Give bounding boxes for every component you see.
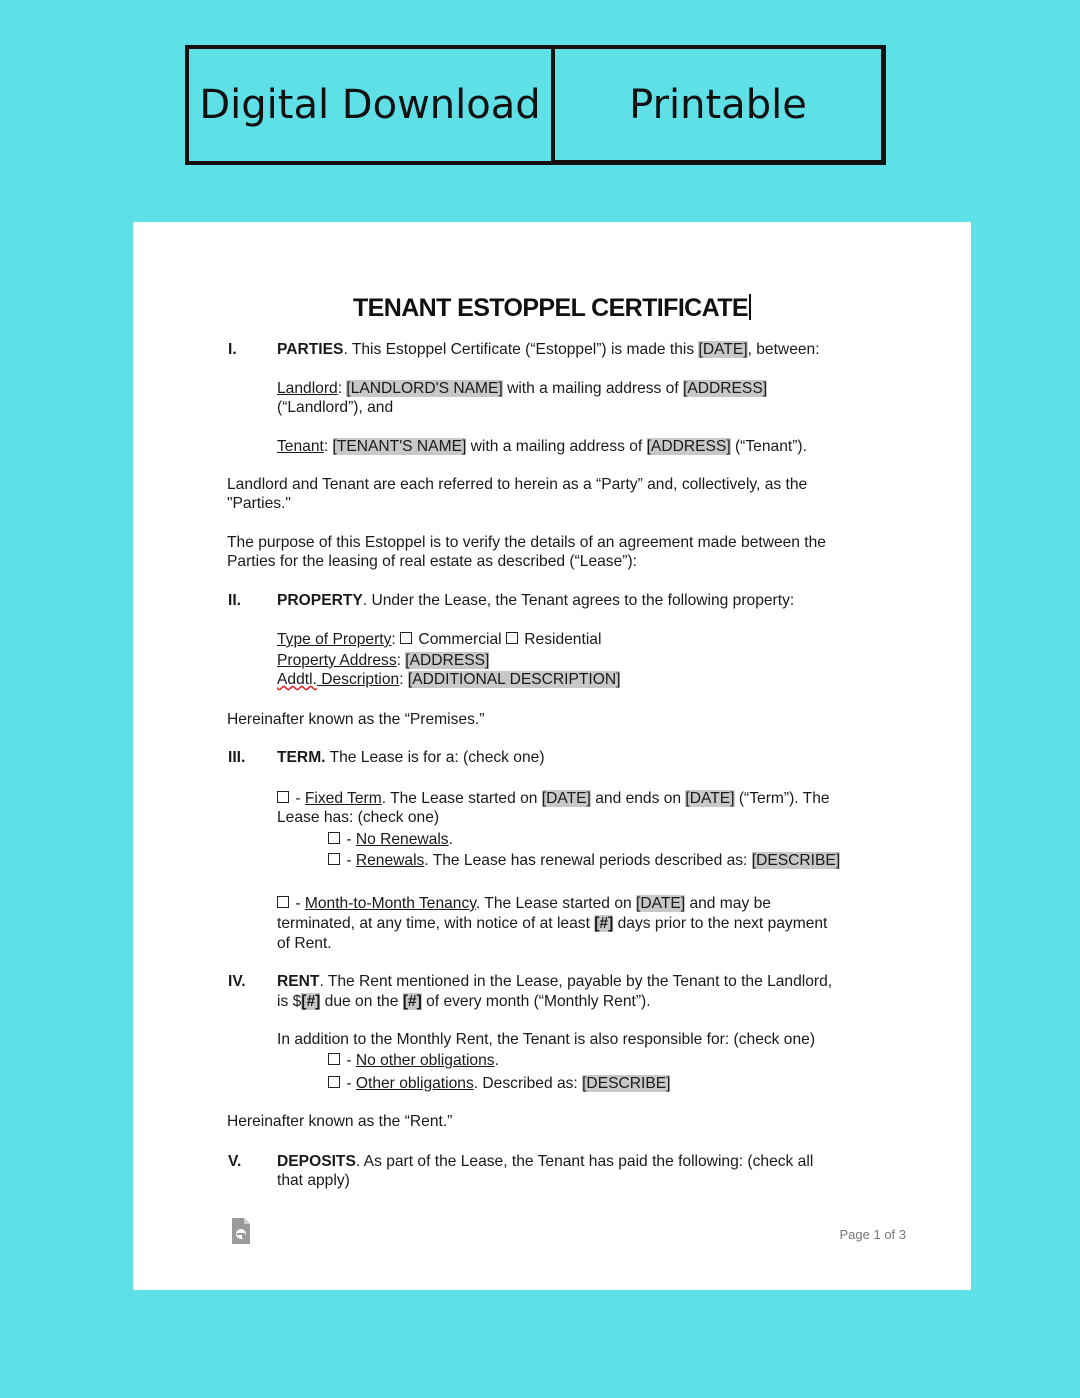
parties-paragraph-line-1: Landlord and Tenant are each referred to herein as a “Party” and, collectively, as the: [227, 476, 808, 493]
document-logo-icon: [231, 1217, 251, 1245]
renewals-option: - Renewals. The Lease has renewal periods described as: [DESCRIBE]: [328, 851, 840, 870]
checkbox-no-renewals[interactable]: [328, 832, 340, 844]
checkbox-other-obligations[interactable]: [328, 1076, 340, 1088]
section-property: PROPERTY. Under the Lease, the Tenant agrees to the following property:: [277, 592, 795, 609]
printable-label: Printable: [551, 45, 886, 165]
document-title-text: TENANT ESTOPPEL CERTIFICATE: [353, 294, 748, 322]
placeholder-landlord-name: [LANDLORD'S NAME]: [346, 380, 503, 397]
page-number: Page 1 of 3: [839, 1227, 906, 1242]
property-address-line: Property Address: [ADDRESS]: [277, 652, 490, 669]
document-title[interactable]: [133, 294, 971, 323]
checkbox-renewals[interactable]: [328, 853, 340, 865]
section-term: TERM. The Lease is for a: (check one): [277, 749, 545, 766]
checkbox-residential[interactable]: [506, 632, 518, 644]
checkbox-month-to-month[interactable]: [277, 896, 289, 908]
month-to-month-line-2: terminated, at any time, with notice of at least [#] days prior to the next payment: [277, 915, 828, 932]
landlord-line: Landlord: [LANDLORD'S NAME] with a mailing address of [ADDRESS]: [277, 380, 768, 397]
checkbox-commercial[interactable]: [400, 632, 412, 644]
rent-extra-intro: In addition to the Monthly Rent, the Tenant is also responsible for: (check one): [277, 1031, 816, 1048]
placeholder-tenant-address: [ADDRESS]: [646, 438, 731, 455]
rent-known-line: Hereinafter known as the “Rent.”: [227, 1113, 453, 1130]
text-cursor: [749, 294, 751, 320]
placeholder-obligations-describe: [DESCRIBE]: [582, 1075, 671, 1092]
other-obligations-option: - Other obligations. Described as: [DESCRIBE]: [328, 1074, 670, 1093]
checkbox-no-other-obligations[interactable]: [328, 1053, 340, 1065]
section-deposits-line-2: that apply): [277, 1172, 350, 1189]
checkbox-fixed-term[interactable]: [277, 791, 289, 803]
section-number-4: IV.: [228, 973, 246, 990]
property-type-line: Type of Property: Commercial Residential: [277, 631, 602, 648]
section-number-3: III.: [228, 749, 246, 766]
no-renewals-option: - No Renewals.: [328, 830, 453, 849]
section-number-5: V.: [228, 1153, 242, 1170]
section-number-2: II.: [228, 592, 241, 609]
section-deposits: DEPOSITS. As part of the Lease, the Tenant has paid the following: (check all: [277, 1153, 814, 1170]
placeholder-additional-description: [ADDITIONAL DESCRIPTION]: [407, 671, 621, 688]
landlord-line-2: (“Landlord”), and: [277, 399, 394, 416]
digital-download-label: Digital Download: [185, 45, 555, 165]
parties-paragraph-line-2: "Parties.": [227, 495, 291, 512]
fixed-term-line: - Fixed Term. The Lease started on [DATE] and ends on [DATE] (“Term”). The: [277, 789, 830, 808]
banner: [185, 45, 885, 170]
placeholder-date: [DATE]: [698, 341, 748, 358]
placeholder-end-date: [DATE]: [685, 790, 735, 807]
property-description-line: Addtl. Description: [ADDITIONAL DESCRIPTION]: [277, 671, 621, 688]
fixed-term-line-2: Lease has: (check one): [277, 809, 440, 826]
placeholder-property-address: [ADDRESS]: [405, 652, 490, 669]
placeholder-notice-days: [#]: [594, 915, 614, 932]
section-rent-line-2: is $[#] due on the [#] of every month (“Monthly Rent”).: [277, 993, 651, 1010]
section-parties: PARTIES. This Estoppel Certificate (“Estoppel”) is made this [DATE], between:: [277, 341, 820, 358]
purpose-paragraph-line-1: The purpose of this Estoppel is to verify the details of an agreement made between the: [227, 534, 826, 551]
month-to-month-line: - Month-to-Month Tenancy. The Lease started on [DATE] and may be: [277, 894, 771, 913]
placeholder-renewals-describe: [DESCRIBE]: [751, 852, 841, 869]
section-number-1: I.: [228, 341, 237, 358]
placeholder-landlord-address: [ADDRESS]: [683, 380, 768, 397]
no-other-obligations-option: - No other obligations.: [328, 1051, 499, 1070]
tenant-line: Tenant: [TENANT'S NAME] with a mailing address of [ADDRESS] (“Tenant”).: [277, 438, 807, 455]
premises-line: Hereinafter known as the “Premises.”: [227, 711, 485, 728]
document-page: [133, 222, 971, 1290]
month-to-month-line-3: of Rent.: [277, 935, 332, 952]
placeholder-start-date: [DATE]: [541, 790, 591, 807]
placeholder-rent-amount: [#]: [301, 993, 321, 1010]
section-rent: RENT. The Rent mentioned in the Lease, payable by the Tenant to the Landlord,: [277, 973, 833, 990]
placeholder-month-start-date: [DATE]: [636, 895, 686, 912]
placeholder-tenant-name: [TENANT'S NAME]: [332, 438, 467, 455]
placeholder-rent-day: [#]: [402, 993, 422, 1010]
purpose-paragraph-line-2: Parties for the leasing of real estate as described (“Lease”):: [227, 553, 637, 570]
